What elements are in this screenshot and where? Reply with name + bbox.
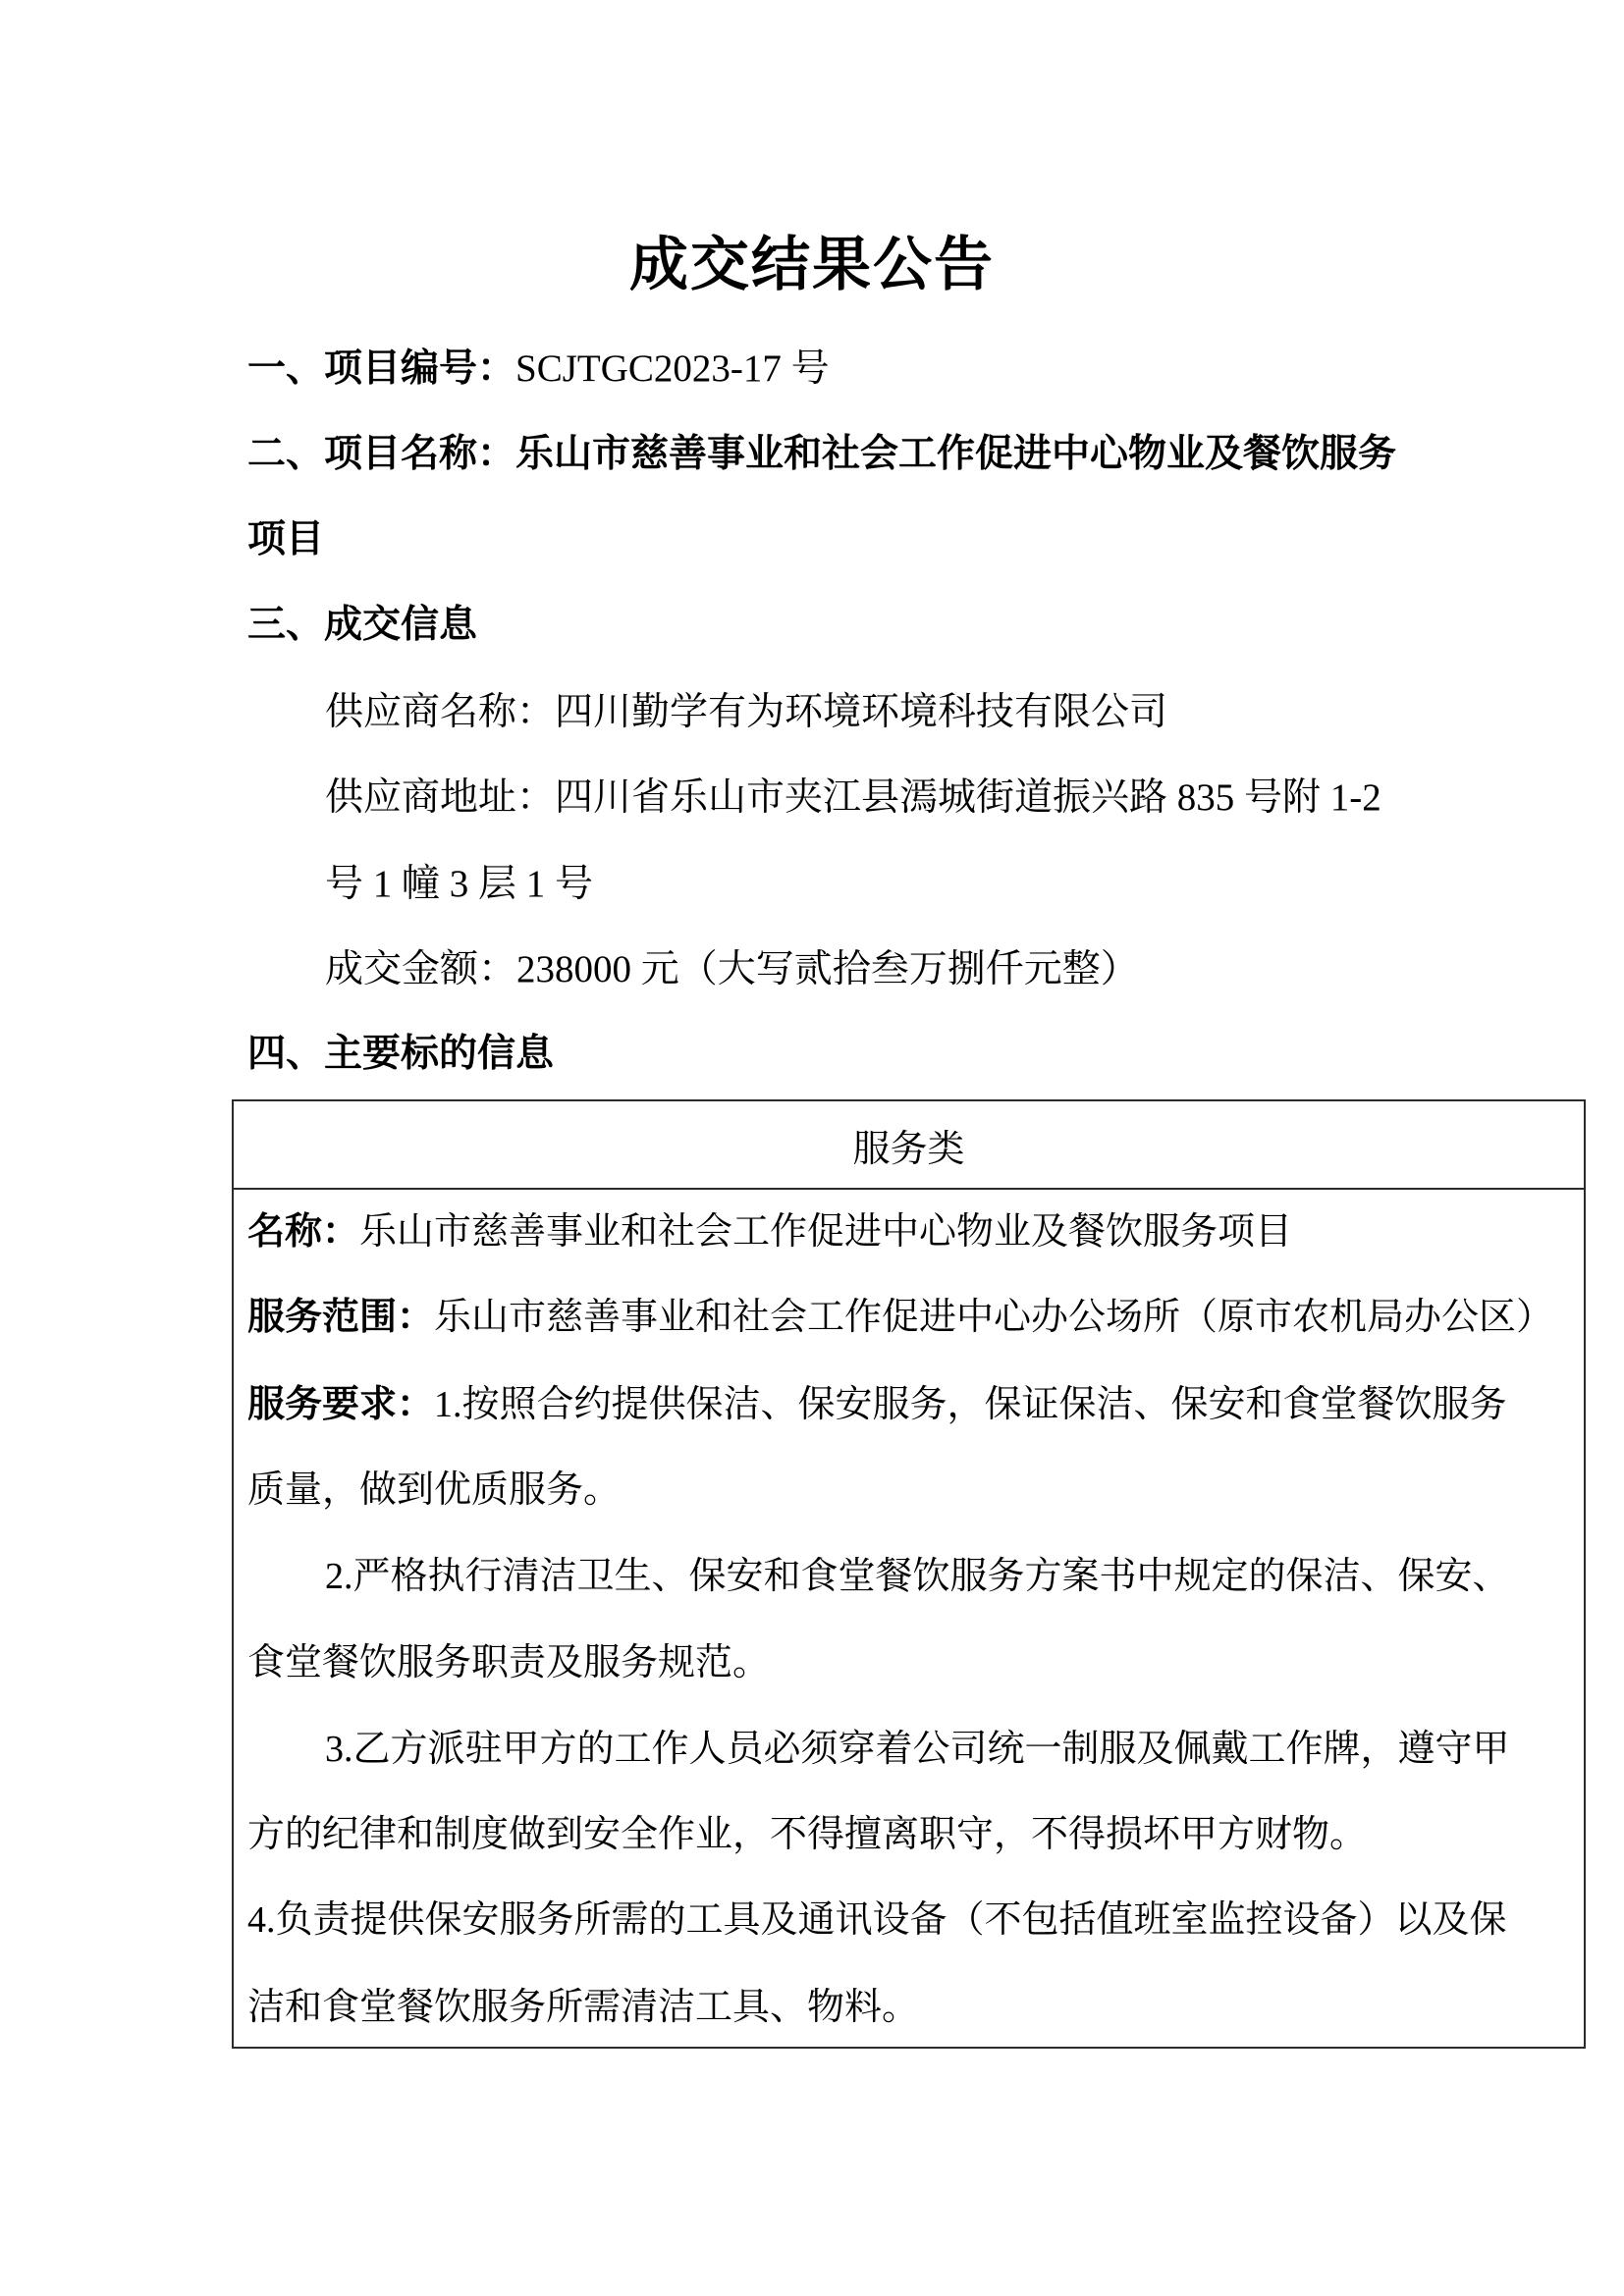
supplier-address-value-line-2: 号 1 幢 3 层 1 号 (325, 863, 594, 905)
project-number-line (247, 346, 830, 393)
page-title: 成交结果公告 (629, 231, 995, 299)
deal-amount-value: 238000 元（大写贰拾叁万捌仟元整） (516, 948, 1139, 990)
project-name-value-line-2: 项目 (247, 517, 325, 561)
table-header-cell (234, 1101, 1584, 1190)
supplier-address-value-line-1: 四川省乐山市夹江县漹城街道振兴路 835 号附 1-2 (555, 776, 1381, 819)
requirements-label: 服务要求： (247, 1382, 435, 1425)
supplier-name-value: 四川勤学有为环境环境科技有限公司 (555, 691, 1168, 733)
project-name-label: 二、项目名称： (247, 432, 516, 476)
name-label: 名称： (247, 1209, 360, 1253)
project-name-line-1 (247, 431, 1396, 478)
scope-row (247, 1293, 1553, 1340)
requirement-1-line-2: 质量，做到优质服务。 (247, 1469, 622, 1511)
project-number-value: SCJTGC2023-17 号 (515, 347, 830, 390)
requirement-4-line-2: 洁和食堂餐饮服务所需清洁工具、物料。 (247, 1987, 920, 2028)
requirement-2-line-2: 食堂餐饮服务职责及服务规范。 (247, 1642, 771, 1683)
supplier-address-line-1 (325, 774, 1381, 822)
requirement-1-line-1 (247, 1380, 1507, 1427)
supplier-address-label: 供应商地址： (325, 776, 556, 819)
supplier-name-line (325, 689, 1167, 736)
deal-info-heading: 三、成交信息 (247, 603, 478, 647)
requirement-1-text-line-1: 1.按照合约提供保洁、保安服务，保证保洁、保安和食堂餐饮服务 (434, 1384, 1507, 1425)
project-name-value-line-1: 乐山市慈善事业和社会工作促进中心物业及餐饮服务 (515, 432, 1397, 476)
project-number-label: 一、项目编号： (247, 347, 516, 391)
deal-amount-label: 成交金额： (325, 948, 517, 990)
scope-label: 服务范围： (247, 1295, 435, 1338)
name-value: 乐山市慈善事业和社会工作促进中心物业及餐饮服务项目 (359, 1211, 1293, 1253)
supplier-name-label: 供应商名称： (325, 691, 556, 733)
requirement-3-line-1: 3.乙方派驻甲方的工作人员必须穿着公司统一制服及佩戴工作牌，遵守甲 (325, 1729, 1510, 1770)
main-subject-heading: 四、主要标的信息 (247, 1032, 555, 1076)
requirement-4-line-1: 4.负责提供保安服务所需的工具及通讯设备（不包括值班室监控设备）以及保 (247, 1899, 1507, 1941)
service-category-label: 服务类 (852, 1128, 965, 1170)
scope-value: 乐山市慈善事业和社会工作促进中心办公场所（原市农机局办公区） (434, 1297, 1554, 1338)
requirement-3-line-2: 方的纪律和制度做到安全作业，不得擅离职守，不得损坏甲方财物。 (247, 1814, 1368, 1855)
subject-info-table (232, 1099, 1586, 2049)
requirement-2-line-1: 2.严格执行清洁卫生、保安和食堂餐饮服务方案书中规定的保洁、保安、 (325, 1556, 1510, 1597)
deal-amount-line (325, 946, 1139, 993)
name-row (247, 1207, 1292, 1255)
